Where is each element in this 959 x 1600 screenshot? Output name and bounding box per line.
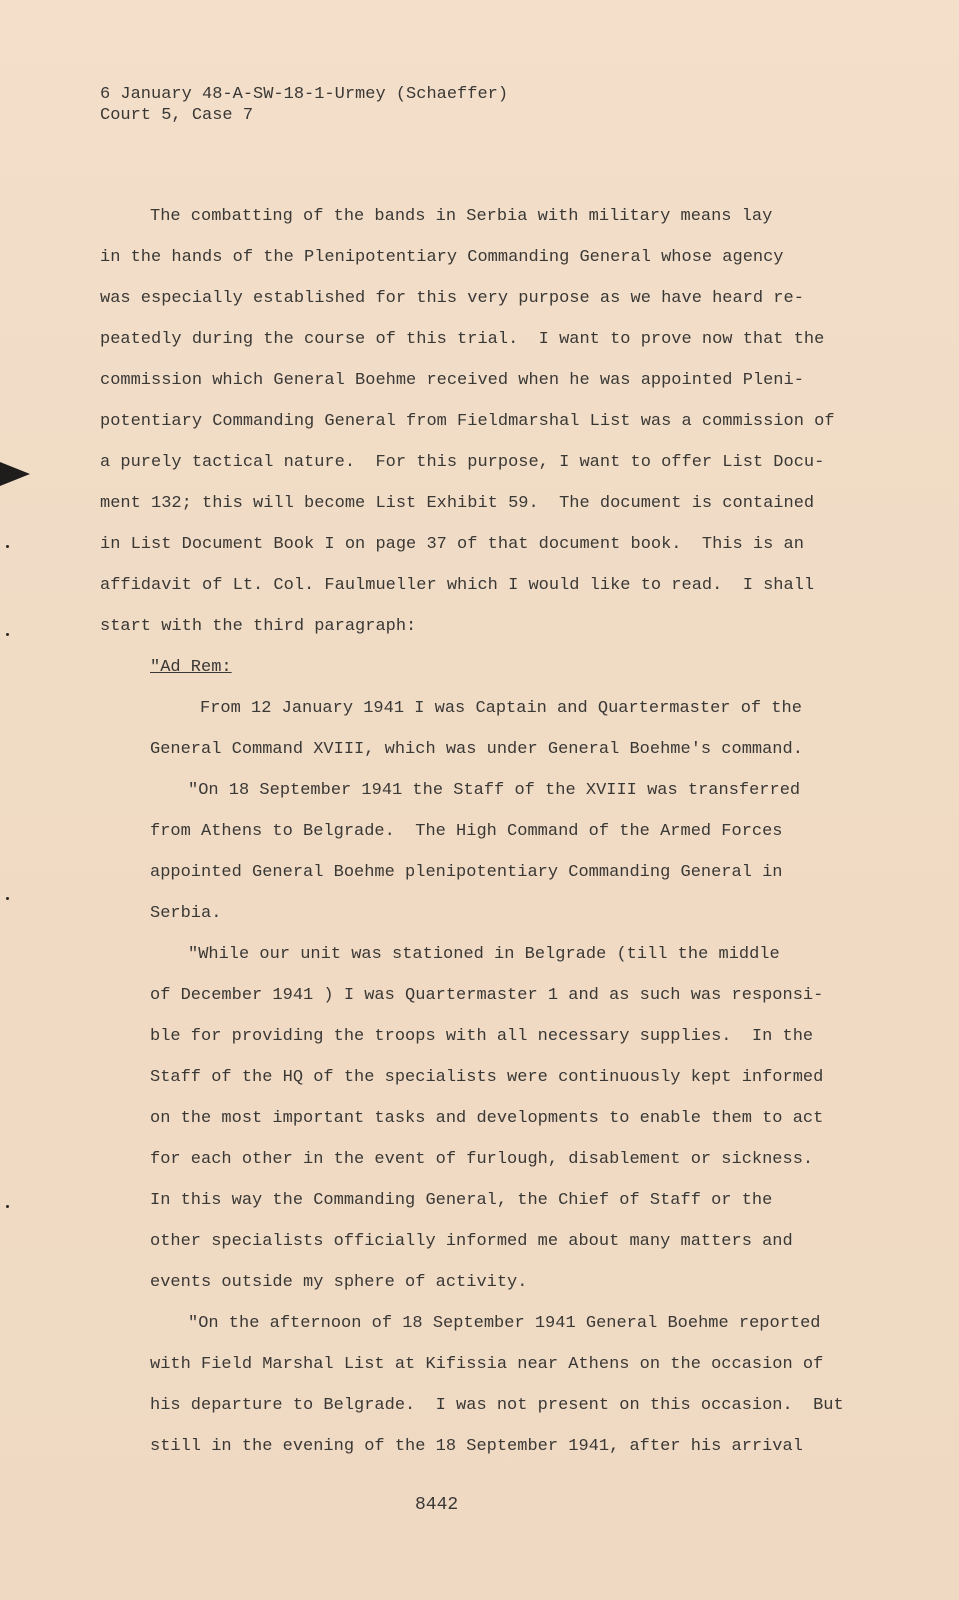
text-line: appointed General Boehme plenipotentiary Commanding General in	[150, 863, 783, 882]
text-line: potentiary Commanding General from Fieldmarshal List was a commission of	[100, 412, 835, 431]
text-line: ment 132; this will become List Exhibit 59. The document is contained	[100, 494, 815, 513]
text-line: from Athens to Belgrade. The High Command of the Armed Forces	[150, 822, 783, 841]
page-number: 8442	[415, 1495, 459, 1515]
text-line: General Command XVIII, which was under General Boehme's command.	[150, 740, 803, 759]
text-line: In this way the Commanding General, the Chief of Staff or the	[150, 1191, 773, 1210]
text-line: "While our unit was stationed in Belgrade (till the middle	[188, 945, 780, 964]
header-line-2: Court 5, Case 7	[100, 106, 254, 125]
text-line: Staff of the HQ of the specialists were continuously kept informed	[150, 1068, 824, 1087]
text-line: affidavit of Lt. Col. Faulmueller which I would like to read. I shall	[100, 576, 815, 595]
margin-mark	[6, 1205, 9, 1208]
text-line: with Field Marshal List at Kifissia near Athens on the occasion of	[150, 1355, 824, 1374]
text-line: "On 18 September 1941 the Staff of the XVIII was transferred	[188, 781, 801, 800]
text-line: other specialists officially informed me about many matters and	[150, 1232, 793, 1251]
text-line: The combatting of the bands in Serbia with military means lay	[150, 207, 773, 226]
text-line: for each other in the event of furlough, disablement or sickness.	[150, 1150, 814, 1169]
text-line: was especially established for this very purpose as we have heard re-	[100, 289, 804, 308]
text-line: peatedly during the course of this trial. I want to prove now that the	[100, 330, 825, 349]
text-line: on the most important tasks and developments to enable them to act	[150, 1109, 824, 1128]
binder-clip-mark	[0, 462, 30, 486]
text-line: of December 1941 ) I was Quartermaster 1 and as such was responsi-	[150, 986, 824, 1005]
section-heading: "Ad Rem:	[150, 658, 232, 677]
text-line: ble for providing the troops with all necessary supplies. In the	[150, 1027, 814, 1046]
text-line: in List Document Book I on page 37 of that document book. This is an	[100, 535, 804, 554]
text-line: his departure to Belgrade. I was not present on this occasion. But	[150, 1396, 844, 1415]
text-line: From 12 January 1941 I was Captain and Quartermaster of the	[200, 699, 802, 718]
text-line: start with the third paragraph:	[100, 617, 417, 636]
text-line: commission which General Boehme received when he was appointed Pleni-	[100, 371, 804, 390]
text-line: in the hands of the Plenipotentiary Commanding General whose agency	[100, 248, 784, 267]
margin-mark	[6, 633, 9, 636]
margin-mark	[6, 545, 9, 548]
text-line: Serbia.	[150, 904, 222, 923]
document-header	[100, 84, 508, 126]
text-line: a purely tactical nature. For this purpose, I want to offer List Docu-	[100, 453, 825, 472]
text-line: events outside my sphere of activity.	[150, 1273, 528, 1292]
text-line: "On the afternoon of 18 September 1941 General Boehme reported	[188, 1314, 821, 1333]
header-line-1: 6 January 48-A-SW-18-1-Urmey (Schaeffer)	[100, 85, 509, 104]
text-line: still in the evening of the 18 September 1941, after his arrival	[150, 1437, 803, 1456]
margin-mark	[6, 897, 9, 900]
